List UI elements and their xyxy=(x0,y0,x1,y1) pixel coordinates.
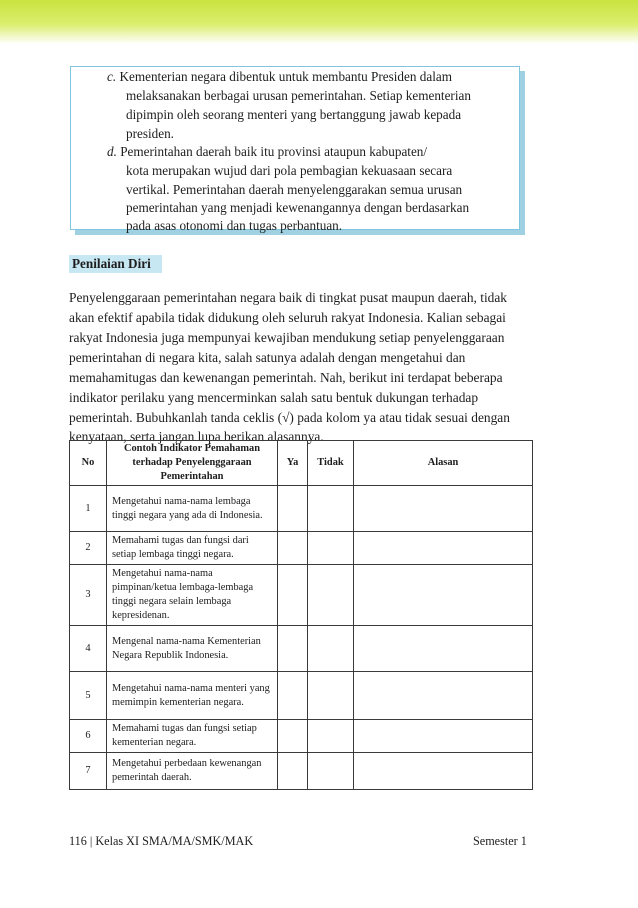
box-line-text: dipimpin oleh seorang menteri yang bertanggung jawab kepada xyxy=(126,107,462,122)
paragraph-line: Penyelenggaraan pemerintahan negara baik di tingkat pusat maupun daerah, tidak xyxy=(69,290,508,305)
tidak-cell[interactable] xyxy=(308,565,354,626)
tidak-cell[interactable] xyxy=(308,486,354,532)
table-row xyxy=(70,720,533,753)
ya-cell[interactable] xyxy=(278,626,308,672)
ya-cell[interactable] xyxy=(278,720,308,753)
box-line-text: kota merupakan wujud dari pola pembagian kekuasaan secara xyxy=(126,163,453,178)
header-alasan: Alasan xyxy=(354,441,533,486)
box-line-text: vertikal. Pemerintahan daerah menyelenggarakan semua urusan xyxy=(126,182,463,197)
box-line-text: Pemerintahan daerah baik itu provinsi ataupun kabupaten/ xyxy=(120,144,428,159)
paragraph-line: memahamitugas dan kewenangan pemerintah. Nah, berikut ini terdapat beberapa xyxy=(69,370,503,385)
list-label: c. xyxy=(107,69,117,84)
tidak-cell[interactable] xyxy=(308,626,354,672)
alasan-cell[interactable] xyxy=(354,565,533,626)
row-indicator: Memahami tugas dan fungsi setiap kementerian negara. xyxy=(107,720,278,753)
alasan-cell[interactable] xyxy=(354,720,533,753)
box-line xyxy=(107,144,427,160)
table-row xyxy=(70,532,533,565)
row-number: 1 xyxy=(70,486,107,532)
alasan-cell[interactable] xyxy=(354,532,533,565)
section-title: Penilaian Diri xyxy=(69,255,162,273)
row-indicator: Mengenal nama-nama Kementerian Negara Republik Indonesia. xyxy=(107,626,278,672)
summary-box xyxy=(70,66,520,233)
ya-cell[interactable] xyxy=(278,672,308,720)
list-label: d. xyxy=(107,144,117,159)
header-indicator: Contoh Indikator Pemahaman terhadap Penyelenggaraan Pemerintahan xyxy=(107,441,278,486)
box-line xyxy=(126,88,471,104)
self-assessment-table xyxy=(69,440,533,790)
table-row xyxy=(70,672,533,720)
table-row xyxy=(70,753,533,790)
alasan-cell[interactable] xyxy=(354,486,533,532)
box-line xyxy=(126,182,462,198)
paragraph-line: indikator perilaku yang mencerminkan salah satu bentuk dukungan terhadap xyxy=(69,390,479,405)
footer-semester: Semester 1 xyxy=(473,834,527,848)
row-number: 2 xyxy=(70,532,107,565)
paragraph-line: pemerintah. Bubuhkanlah tanda ceklis (√) pada kolom ya atau tidak sesuai dengan xyxy=(69,410,510,425)
tidak-cell[interactable] xyxy=(308,532,354,565)
row-number: 4 xyxy=(70,626,107,672)
alasan-cell[interactable] xyxy=(354,672,533,720)
table-row xyxy=(70,486,533,532)
box-line xyxy=(126,126,174,142)
ya-cell[interactable] xyxy=(278,565,308,626)
paragraph-line: rakyat Indonesia juga mempunyai kewajiban mendukung setiap penyelenggaraan xyxy=(69,330,505,345)
table-row xyxy=(70,565,533,626)
header-no: No xyxy=(70,441,107,486)
alasan-cell[interactable] xyxy=(354,626,533,672)
row-number: 5 xyxy=(70,672,107,720)
table-row xyxy=(70,626,533,672)
box-line-text: presiden. xyxy=(126,126,174,141)
paragraph-line: kenyataan, serta jangan lupa berikan alasannya. xyxy=(69,429,324,444)
header-ya: Ya xyxy=(278,441,308,486)
paragraph-line: akan efektif apabila tidak didukung oleh seluruh rakyat Indonesia. Kalian sebagai xyxy=(69,310,506,325)
footer-page-info: 116 | Kelas XI SMA/MA/SMK/MAK xyxy=(69,834,254,848)
box-line-text: melaksanakan berbagai urusan pemerintahan. Setiap kementerian xyxy=(126,88,471,103)
row-indicator: Mengetahui nama-nama menteri yang memimpin kementerian negara. xyxy=(107,672,278,720)
ya-cell[interactable] xyxy=(278,532,308,565)
header-band xyxy=(0,0,638,44)
row-number: 7 xyxy=(70,753,107,790)
tidak-cell[interactable] xyxy=(308,720,354,753)
box-line-text: Kementerian negara dibentuk untuk membantu Presiden dalam xyxy=(119,69,452,84)
tidak-cell[interactable] xyxy=(308,672,354,720)
box-line xyxy=(126,218,342,234)
row-number: 3 xyxy=(70,565,107,626)
box-line-text: pada asas otonomi dan tugas perbantuan. xyxy=(126,218,343,233)
tidak-cell[interactable] xyxy=(308,753,354,790)
box-line xyxy=(107,69,452,85)
row-indicator: Mengetahui nama-nama lembaga tinggi negara yang ada di Indonesia. xyxy=(107,486,278,532)
table-header-row xyxy=(70,441,533,486)
header-tidak: Tidak xyxy=(308,441,354,486)
row-indicator: Memahami tugas dan fungsi dari setiap lembaga tinggi negara. xyxy=(107,532,278,565)
box-line xyxy=(126,200,469,216)
row-indicator: Mengetahui perbedaan kewenangan pemerintah daerah. xyxy=(107,753,278,790)
paragraph-line: pemerintahan di negara kita, salah satunya adalah dengan mengetahui dan xyxy=(69,350,466,365)
alasan-cell[interactable] xyxy=(354,753,533,790)
row-indicator: Mengetahui nama-nama pimpinan/ketua lembaga-lembaga tinggi negara selain lembaga kepresidenan. xyxy=(107,565,278,626)
box-line xyxy=(126,163,452,179)
ya-cell[interactable] xyxy=(278,486,308,532)
ya-cell[interactable] xyxy=(278,753,308,790)
row-number: 6 xyxy=(70,720,107,753)
box-line xyxy=(126,107,461,123)
box-line-text: pemerintahan yang menjadi kewenangannya dengan berdasarkan xyxy=(126,200,470,215)
